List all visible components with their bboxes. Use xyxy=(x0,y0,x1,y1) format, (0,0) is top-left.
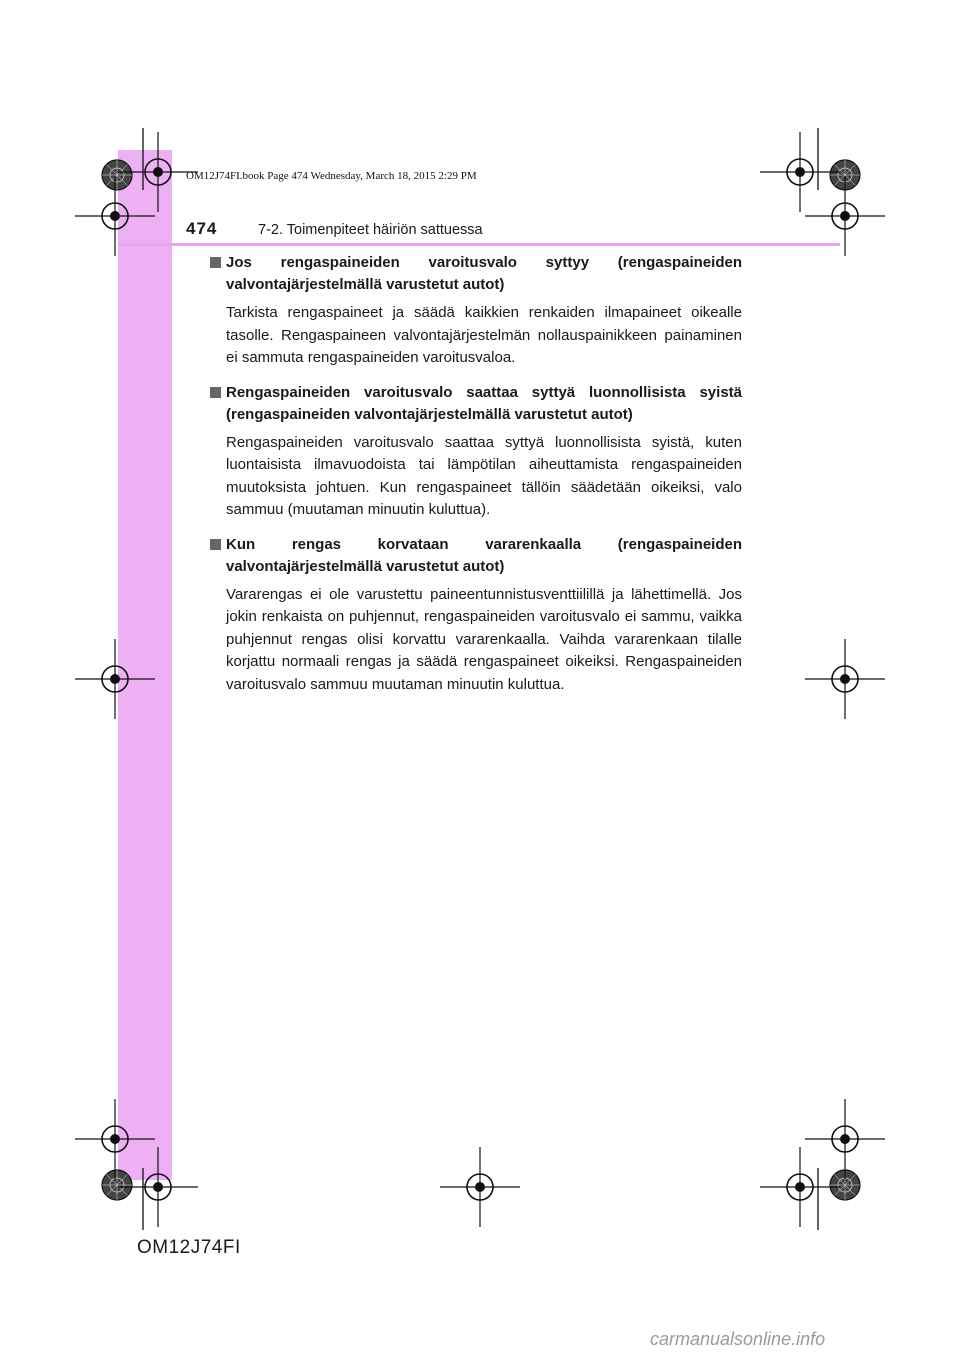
registration-mark-icon xyxy=(760,1147,840,1227)
registration-mark-icon xyxy=(75,1099,155,1179)
registration-mark-icon xyxy=(805,1099,885,1179)
starburst-mark-icon xyxy=(102,160,132,190)
site-watermark: carmanualsonline.info xyxy=(650,1329,826,1349)
info-heading-text: Kun rengas korvataan vararenkaalla (rengaspaineiden valvontajärjestelmällä varustetut autot) xyxy=(226,535,742,575)
info-body: Rengaspaineiden varoitusvalo saattaa syttyä luonnollisista syistä, kuten luontaisista ilmavuodoista tai lämpötilan aiheuttamista rengaspaineiden muutoksista johtuen. Kun rengaspaineet tällöin säädetään oikeiksi, valo sammuu (muutaman minuutin kuluttua). xyxy=(226,433,742,518)
registration-mark-icon xyxy=(75,639,155,719)
info-body: Tarkista rengaspaineet ja säädä kaikkien renkaiden ilmapaineet oikealle tasolle. Rengaspaineen valvontajärjestelmän nollauspainikkeen painaminen ei sammuta rengaspaineiden varoitusvaloa. xyxy=(226,304,742,366)
info-heading-text: Jos rengaspaineiden varoitusvalo syttyy (rengaspaineiden valvontajärjestelmällä varustetut autot) xyxy=(226,254,742,293)
registration-mark-icon xyxy=(805,639,885,719)
registration-mark-icon xyxy=(760,132,840,212)
page-number: 474 xyxy=(186,219,218,238)
document-code: OM12J74FI xyxy=(137,1237,241,1258)
registration-mark-icon xyxy=(118,132,198,212)
info-body: Vararengas ei ole varustettu paineentunnistusventtiilillä ja lähettimellä. Jos jokin renkaista on puhjennut, rengaspaineiden varoitusvalo ei sammu, vaikka puhjennut rengas olisi korvattu vararenkaalla. Vaihda vararenkaan tilalle korjattu normaali rengas ja säädä rengaspaineet oikeiksi. Rengaspaineiden varoitusvalo sammuu muutaman minuutin kuluttua. xyxy=(226,585,742,693)
print-metadata: OM12J74FI.book Page 474 Wednesday, March 18, 2015 2:29 PM xyxy=(186,170,477,182)
section-title: 7-2. Toimenpiteet häiriön sattuessa xyxy=(258,222,483,238)
starburst-mark-icon xyxy=(102,1170,132,1200)
registration-mark-icon xyxy=(118,1147,198,1227)
info-heading-text: Rengaspaineiden varoitusvalo saattaa syttyä luonnollisista syistä (rengaspaineiden valvontajärjestelmällä varustetut autot) xyxy=(226,383,742,423)
registration-mark-icon xyxy=(440,1147,520,1227)
registration-mark-icon xyxy=(805,176,885,256)
